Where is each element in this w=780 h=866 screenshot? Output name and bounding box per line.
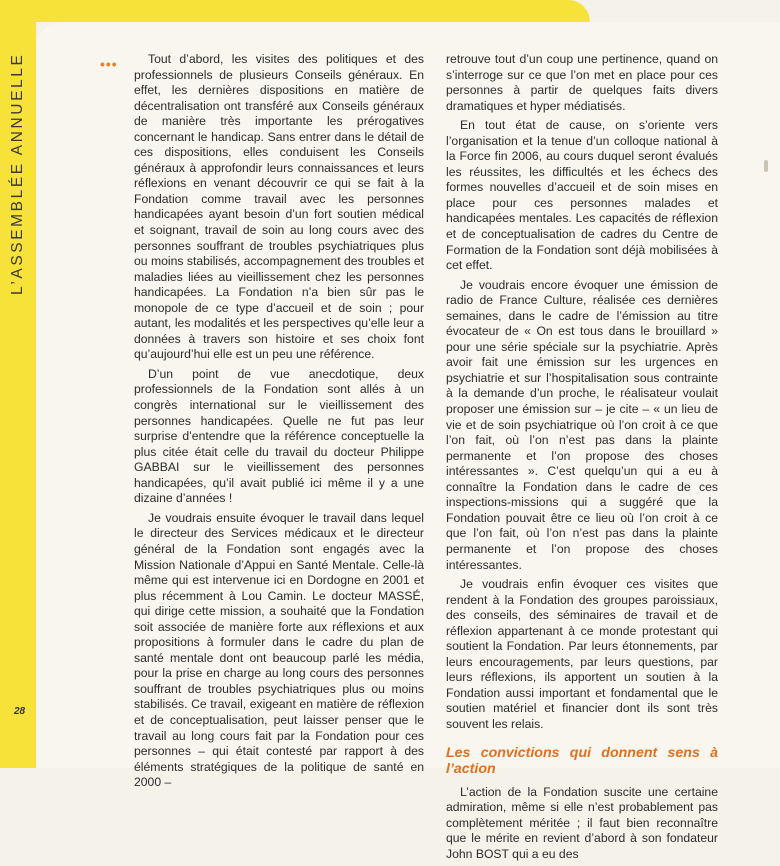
- text-column-right: [446, 52, 718, 866]
- paragraph: D’un point de vue anecdotique, deux professionnels de la Fondation sont allés à un congrès international sur le vieillissement des personnes handicapées. Quelle ne fut pas leur surprise d’entendre que la référence conceptuelle la plus citée était celle du travail du docteur Philippe GABBAI sur le vieillissement des personnes handicapées, qu’il avait publié ici même il y a une dizaine d’années !: [134, 366, 424, 506]
- page-number: 28: [14, 706, 26, 717]
- section-heading: Les convictions qui donnent sens à l’action: [446, 744, 718, 777]
- paragraph: L’action de la Fondation suscite une certaine admiration, même si elle n’est probablement pas complètement méritée ; il faut bien reconnaître que le mérite en revient d’abord à son fondateur John BOST qui a eu des: [446, 784, 718, 861]
- paragraph: Je voudrais ensuite évoquer le travail dans lequel le directeur des Services médicaux et le directeur général de la Fondation sont engagés avec la Mission Nationale d’Appui en Santé Mentale. Celle-là même qui est intervenue ici en Dordogne en 2001 et plus récemment à Lou Camin. Le docteur MASSÉ, qui dirige cette mission, a souhaité que la Fondation soit associée de manière forte aux réflexions et aux propositions à formuler dans le cadre du plan de santé mentale dont ont beaucoup parlé les média, pour la prise en charge au long cours des personnes souffrant de troubles psychiatriques plus ou moins stabilisés. Ce travail, exigeant en matière de réflexion et de conceptualisation, peut laisser penser que le travail au long cours fait par la Fondation pour ces personnes – qui était contesté par rapport à des éléments stratégiques de la politique de santé en 2000 –: [134, 510, 424, 790]
- yellow-top-band: [0, 0, 590, 22]
- paragraph: En tout état de cause, on s’oriente vers l’organisation et la tenue d’un colloque national à la Force fin 2006, au cours duquel seront évalués les réussites, les difficultés et les échecs des formes nouvelles d’accueil et de soin mises en place pour ces personnes malades et handicapées mentales. Les capacités de réflexion et de conceptualisation de cadres du Centre de Formation de la Fondation sont déjà mobilisées à cet effet.: [446, 118, 718, 273]
- ornament-dots: •••: [100, 56, 118, 72]
- page-edge-mark: [764, 160, 768, 172]
- paragraph-continuation: retrouve tout d’un coup une pertinence, quand on s’interroge sur ce que l’on met en place pour ces personnes à partir de quelques faits divers dramatiques et hyper médiatisés.: [446, 52, 718, 113]
- section-title: L’ASSEMBLÉE ANNUELLE: [9, 52, 26, 295]
- paragraph: Tout d’abord, les visites des politiques et des professionnels de plusieurs Conseils généraux. En effet, les dernières dispositions en matière de décentralisation ont transféré aux Conseils généraux de manière très importante les prérogatives concernant le handicap. Sans entrer dans le détail de ces dispositions, elles conduisent les Conseils généraux à approfondir leurs connaissances et leurs réflexions en venant découvrir ce qui se fait à la Fondation comme travail avec les personnes handicapées ayant besoin d’un fort soutien médical et soignant, travail de soin au long cours avec des personnes souffrant de troubles psychiatriques plus ou moins stabilisés, accompagnement des troubles et maladies liées au vieillissement chez les personnes handicapées. La Fondation n’a bien sûr pas le monopole de ce type d’accueil et de soin ; pour autant, les modalités et les perspectives qu’elle leur a données à travers son histoire et ses choix font qu’aujourd’hui elle est un peu une référence.: [134, 52, 424, 362]
- section-title-vertical: [2, 35, 34, 335]
- paragraph: Je voudrais enfin évoquer ces visites que rendent à la Fondation des groupes paroissiaux, des conseils, des séminaires de travail et de réflexion appartenant à ce monde protestant qui soutient la Fondation. Par leurs étonnements, par leurs encouragements, par leurs questions, par leurs réflexions, ils apportent un soutien à la Fondation aussi important et fondamental que le soutien matériel et financier dont ils sont très souvent les relais.: [446, 577, 718, 731]
- paragraph: Je voudrais encore évoquer une émission de radio de France Culture, réalisée ces dernières semaines, dans le cadre de l’émission au titre évocateur de « On est tous dans le brouillard » pour une série spéciale sur la psychiatrie. Après avoir fait une émission sur les urgences en psychiatrie et sur l’hospitalisation sous contrainte à la demande d’un proche, le réalisateur voulait proposer une émission sur – je cite – « un lieu de vie et de soin psychiatrique où l’on croit à ce que l’on fait, où l’on n’est pas dans la plainte permanente et l’on propose des choses intéressantes ». C’est quelqu’un qui a eu à connaître la Fondation dans le cadre de ces inspections-missions qui a suggéré que la Fondation pouvait être ce lieu où l’on croit à ce que l’on fait, où l’on n’est pas dans la plainte permanente et l’on propose des choses intéressantes.: [446, 277, 718, 572]
- text-column-left: [134, 52, 424, 795]
